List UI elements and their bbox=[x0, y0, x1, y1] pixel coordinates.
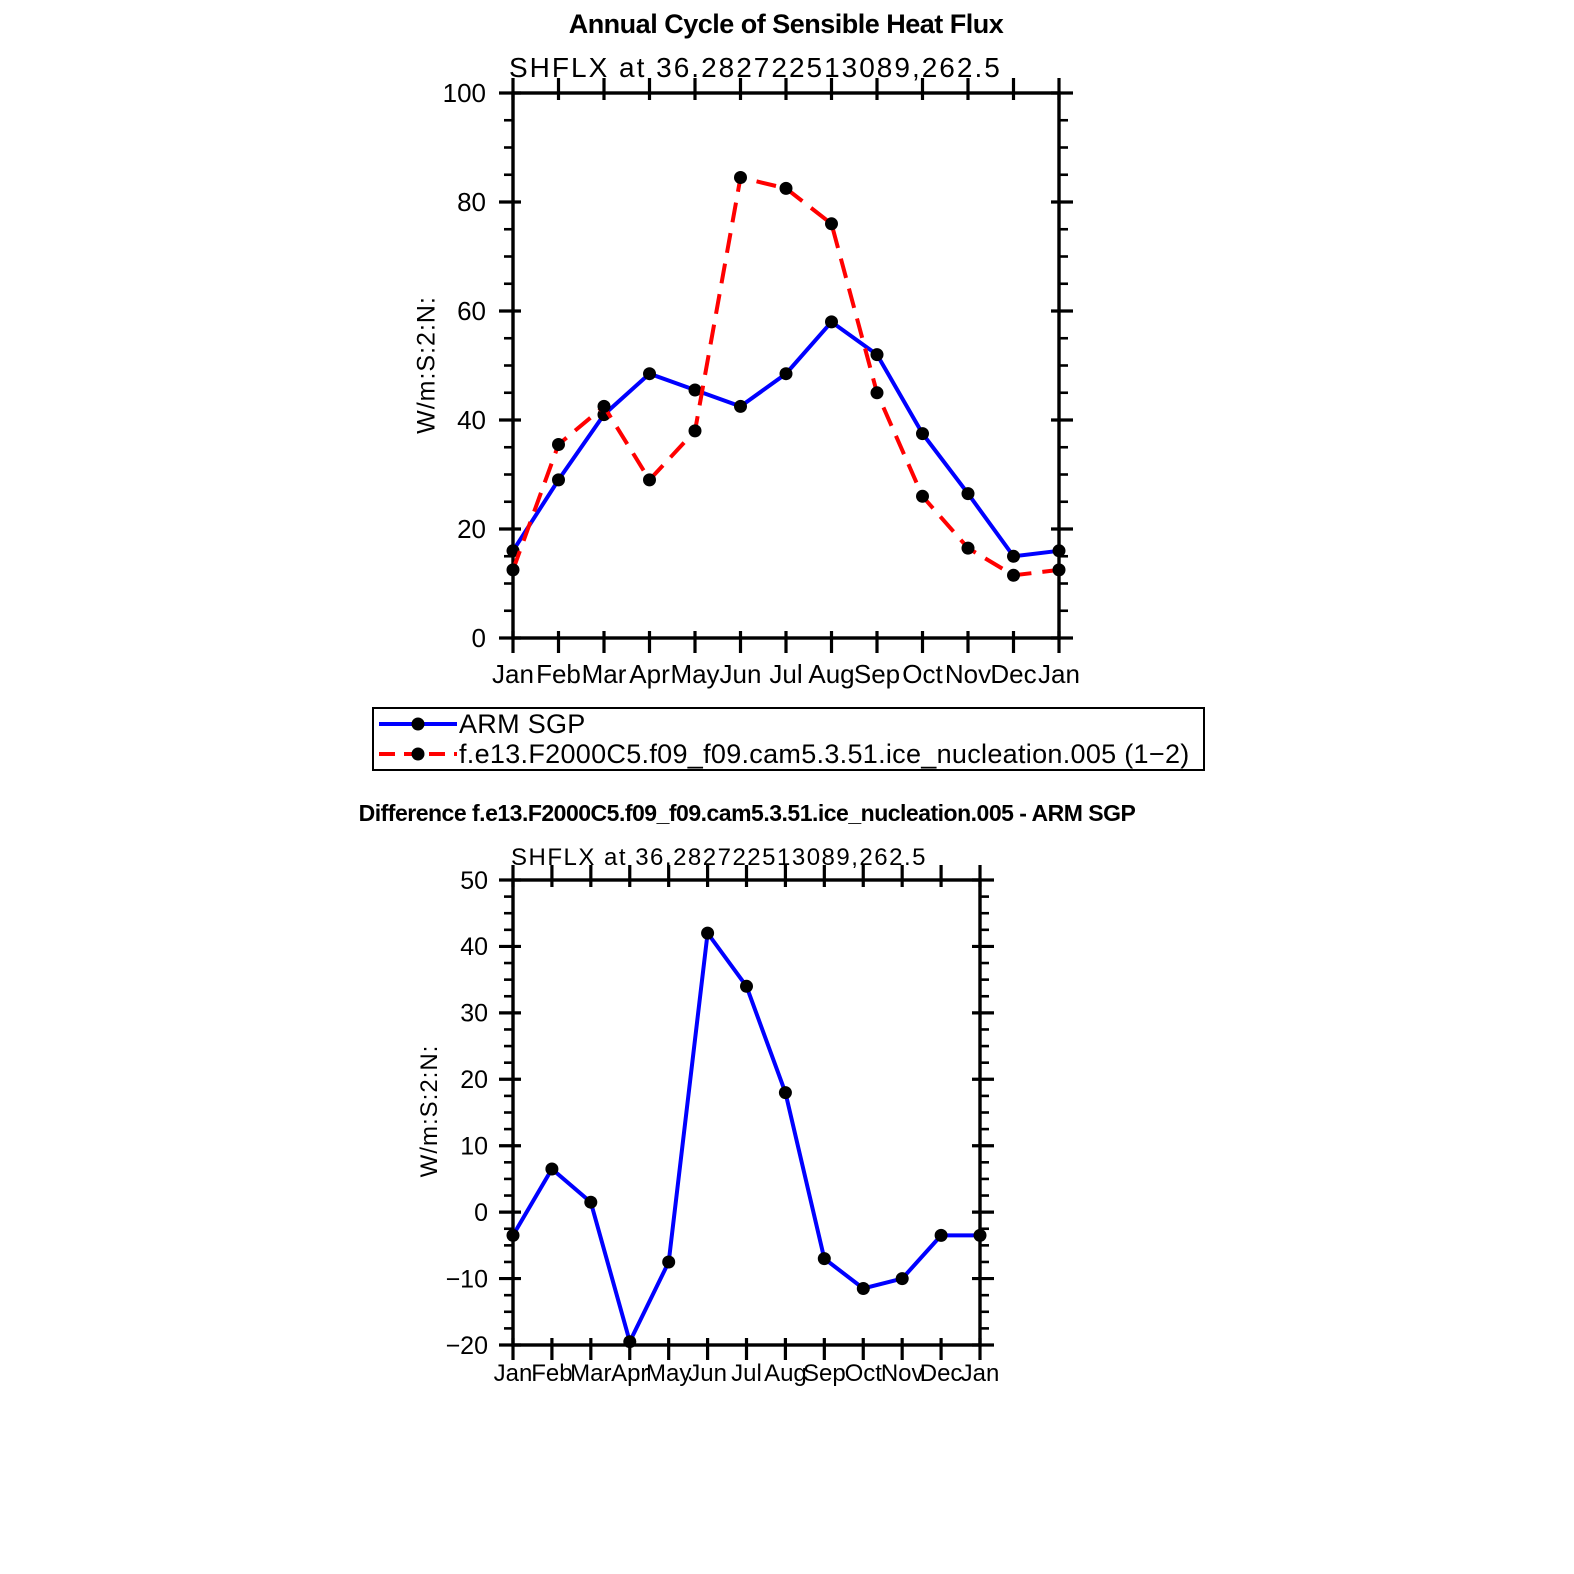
data-point-marker bbox=[974, 1229, 987, 1242]
x-tick-label: Feb bbox=[531, 1360, 573, 1387]
data-point-marker bbox=[1053, 563, 1066, 576]
data-point-marker bbox=[734, 400, 747, 413]
x-tick-label: Jan bbox=[1038, 659, 1080, 689]
legend-row-arm-sgp bbox=[377, 709, 1203, 739]
x-tick-label: Jun bbox=[688, 1360, 727, 1387]
x-tick-label: Jan bbox=[492, 659, 534, 689]
x-tick-label: Sep bbox=[802, 1360, 846, 1387]
x-tick-label: Jan bbox=[493, 1360, 533, 1387]
data-point-marker bbox=[896, 1272, 909, 1285]
data-point-marker bbox=[935, 1229, 948, 1242]
y-tick-label: −20 bbox=[445, 1331, 488, 1360]
data-point-marker bbox=[780, 367, 793, 380]
x-tick-label: Aug bbox=[808, 659, 855, 689]
x-tick-label: Aug bbox=[764, 1360, 807, 1387]
y-tick-label: 10 bbox=[460, 1132, 488, 1161]
legend-solid-line-sample bbox=[377, 709, 459, 739]
data-point-marker bbox=[871, 348, 884, 361]
data-point-marker bbox=[584, 1196, 597, 1209]
data-point-marker bbox=[701, 927, 714, 940]
x-tick-label: Mar bbox=[581, 659, 627, 689]
y-tick-label: 30 bbox=[460, 999, 488, 1028]
difference-chart-subtitle: SHFLX at 36.282722513089,262.5 bbox=[511, 844, 927, 871]
data-point-marker bbox=[825, 217, 838, 230]
plot-frame bbox=[513, 93, 1059, 638]
legend-row-model bbox=[377, 739, 1203, 769]
y-tick-label: 0 bbox=[474, 1198, 488, 1227]
difference-chart-title: Difference f.e13.F2000C5.f09_f09.cam5.3.51.ice_nucleation.005 - ARM SGP bbox=[358, 800, 1136, 826]
x-tick-label: May bbox=[670, 659, 720, 689]
data-point-marker bbox=[623, 1335, 636, 1348]
series-line-solid bbox=[513, 933, 980, 1342]
data-point-marker bbox=[857, 1282, 870, 1295]
data-point-marker bbox=[552, 438, 565, 451]
y-tick-label: 50 bbox=[460, 866, 488, 895]
data-point-marker bbox=[545, 1163, 558, 1176]
y-tick-label: 20 bbox=[460, 1066, 488, 1095]
legend-dashed-line-sample bbox=[377, 739, 459, 769]
x-tick-label: Oct bbox=[902, 659, 943, 689]
x-tick-label: May bbox=[645, 1360, 692, 1387]
data-point-marker bbox=[916, 427, 929, 440]
x-tick-label: Feb bbox=[536, 659, 581, 689]
data-point-marker bbox=[916, 490, 929, 503]
x-tick-label: Jan bbox=[960, 1360, 1000, 1387]
y-tick-label: 40 bbox=[457, 405, 486, 436]
x-tick-label: Apr bbox=[611, 1360, 649, 1387]
data-point-marker bbox=[962, 487, 975, 500]
data-point-marker bbox=[825, 315, 838, 328]
data-point-marker bbox=[1007, 550, 1020, 563]
data-point-marker bbox=[507, 1229, 520, 1242]
legend-label-arm-sgp: ARM SGP bbox=[459, 708, 586, 739]
x-tick-label: Apr bbox=[629, 659, 670, 689]
top-chart-title: Annual Cycle of Sensible Heat Flux bbox=[568, 9, 1004, 39]
data-point-marker bbox=[552, 473, 565, 486]
x-tick-label: Mar bbox=[570, 1360, 612, 1387]
y-tick-label: 20 bbox=[457, 514, 486, 545]
x-tick-label: Oct bbox=[844, 1360, 882, 1387]
data-point-marker bbox=[662, 1256, 675, 1269]
x-tick-label: Jun bbox=[719, 659, 762, 689]
data-point-marker bbox=[598, 400, 611, 413]
top-chart-subtitle: SHFLX at 36.282722513089,262.5 bbox=[509, 52, 1002, 83]
y-tick-label: −10 bbox=[445, 1265, 488, 1294]
data-point-marker bbox=[1053, 544, 1066, 557]
legend-label-model: f.e13.F2000C5.f09_f09.cam5.3.51.ice_nucleation.005 (1−2) bbox=[459, 738, 1190, 769]
data-point-marker bbox=[780, 182, 793, 195]
data-point-marker bbox=[643, 367, 656, 380]
x-tick-label: Sep bbox=[853, 659, 901, 689]
x-tick-label: Jul bbox=[769, 659, 803, 689]
x-tick-label: Dec bbox=[990, 659, 1037, 689]
x-tick-label: Nov bbox=[880, 1360, 924, 1387]
series-line-solid bbox=[513, 322, 1059, 556]
data-point-marker bbox=[734, 171, 747, 184]
y-tick-label: 60 bbox=[457, 296, 486, 327]
y-tick-label: 0 bbox=[471, 623, 486, 654]
x-tick-label: Nov bbox=[944, 659, 992, 689]
top-chart-y-axis-label: W/m:S:2:N: bbox=[412, 296, 441, 434]
data-point-marker bbox=[740, 980, 753, 993]
x-tick-label: Jul bbox=[731, 1360, 762, 1387]
data-point-marker bbox=[507, 563, 520, 576]
difference-chart-y-axis-label: W/m:S:2:N: bbox=[416, 1044, 443, 1178]
data-point-marker bbox=[1007, 569, 1020, 582]
data-point-marker bbox=[779, 1086, 792, 1099]
legend bbox=[372, 707, 1205, 771]
y-tick-label: 40 bbox=[460, 933, 488, 962]
y-tick-label: 80 bbox=[457, 187, 486, 218]
data-point-marker bbox=[871, 386, 884, 399]
data-point-marker bbox=[643, 473, 656, 486]
data-point-marker bbox=[962, 542, 975, 555]
x-tick-label: Dec bbox=[919, 1360, 963, 1387]
y-tick-label: 100 bbox=[442, 78, 486, 109]
data-point-marker bbox=[818, 1252, 831, 1265]
data-point-marker bbox=[689, 424, 702, 437]
plot-frame bbox=[513, 880, 980, 1345]
